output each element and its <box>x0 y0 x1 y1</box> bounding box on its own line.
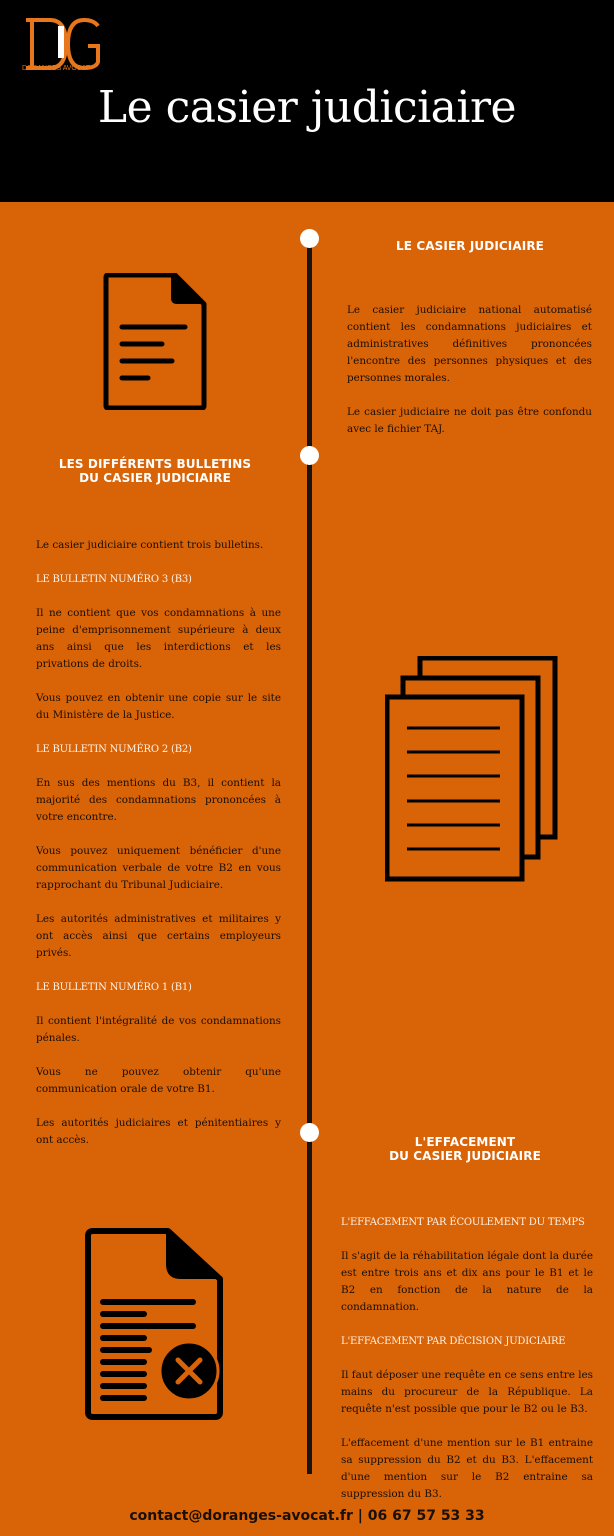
title-line: DU CASIER JUDICIAIRE <box>389 1149 541 1163</box>
documents-stack-icon <box>385 656 559 882</box>
document-icon <box>103 273 207 410</box>
intro-paragraph: Le casier judiciaire contient trois bulletins. <box>36 539 264 551</box>
section3-body <box>341 1214 593 1520</box>
section-title-bulletins <box>20 457 290 485</box>
section-title-casier: LE CASIER JUDICIAIRE <box>396 239 544 253</box>
time-heading: L'EFFACEMENT PAR ÉCOULEMENT DU TEMPS <box>341 1217 585 1228</box>
paragraph: Vous pouvez en obtenir une copie sur le site du Ministère de la Justice. <box>36 692 281 721</box>
document-delete-icon <box>84 1228 224 1420</box>
paragraph: Les autorités judiciaires et pénitentiaires y ont accès. <box>36 1117 281 1146</box>
section1-body <box>347 302 592 455</box>
decision-heading: L'EFFACEMENT PAR DÉCISION JUDICIAIRE <box>341 1336 566 1347</box>
paragraph: Vous pouvez uniquement bénéficier d'une communication verbale de votre B2 en vous rapprochant du Tribunal Judiciaire. <box>36 845 281 891</box>
page-title: Le casier judiciaire <box>97 82 517 133</box>
paragraph: Il contient l'intégralité de vos condamnations pénales. <box>36 1015 281 1044</box>
b3-heading: LE BULLETIN NUMÉRO 3 (B3) <box>36 574 192 585</box>
b2-heading: LE BULLETIN NUMÉRO 2 (B2) <box>36 744 192 755</box>
paragraph: L'effacement d'une mention sur le B1 entraine sa suppression du B2 et du B3. L'effacement d'une mention sur le B2 entraine sa suppression du B3. <box>341 1437 593 1500</box>
timeline-dot-3 <box>300 1123 319 1142</box>
timeline-line <box>307 238 312 1474</box>
paragraph: En sus des mentions du B3, il contient la majorité des condamnations prononcées à votre encontre. <box>36 777 281 823</box>
paragraph: Vous ne pouvez obtenir qu'une communication orale de votre B1. <box>36 1066 281 1095</box>
section2-body <box>36 537 281 1166</box>
paragraph: Il faut déposer une requête en ce sens entre les mains du procureur de la République. La requête n'est possible que pour le B2 ou le B3. <box>341 1369 593 1415</box>
title-line: DU CASIER JUDICIAIRE <box>79 471 231 485</box>
title-line: LES DIFFÉRENTS BULLETINS <box>58 457 252 471</box>
timeline-dot-1 <box>300 229 319 248</box>
paragraph: Il ne contient que vos condamnations à une peine d'emprisonnement supérieure à deux ans ainsi que les interdictions et les privations de droits. <box>36 607 281 670</box>
paragraph: Le casier judiciaire ne doit pas être confondu avec le fichier TAJ. <box>347 406 592 435</box>
timeline-dot-2 <box>300 446 319 465</box>
logo-caption: DORANGES AVOCAT <box>22 65 90 72</box>
paragraph: Le casier judiciaire national automatisé contient les condamnations judiciaires et administratives définitives prononcées l'encontre des personnes physiques et des personnes morales. <box>347 304 592 384</box>
section-title-effacement <box>325 1135 605 1163</box>
b1-heading: LE BULLETIN NUMÉRO 1 (B1) <box>36 982 192 993</box>
header-banner <box>0 0 614 202</box>
paragraph: Il s'agit de la réhabilitation légale dont la durée est entre trois ans et dix ans pour le B1 et le B2 en fonction de la nature de la condamnation. <box>341 1250 593 1313</box>
contact-footer: contact@doranges-avocat.fr | 06 67 57 53 33 <box>129 1508 485 1524</box>
paragraph: Les autorités administratives et militaires y ont accès ainsi que certains employeurs privés. <box>36 913 281 959</box>
title-line: L'EFFACEMENT <box>414 1135 516 1149</box>
